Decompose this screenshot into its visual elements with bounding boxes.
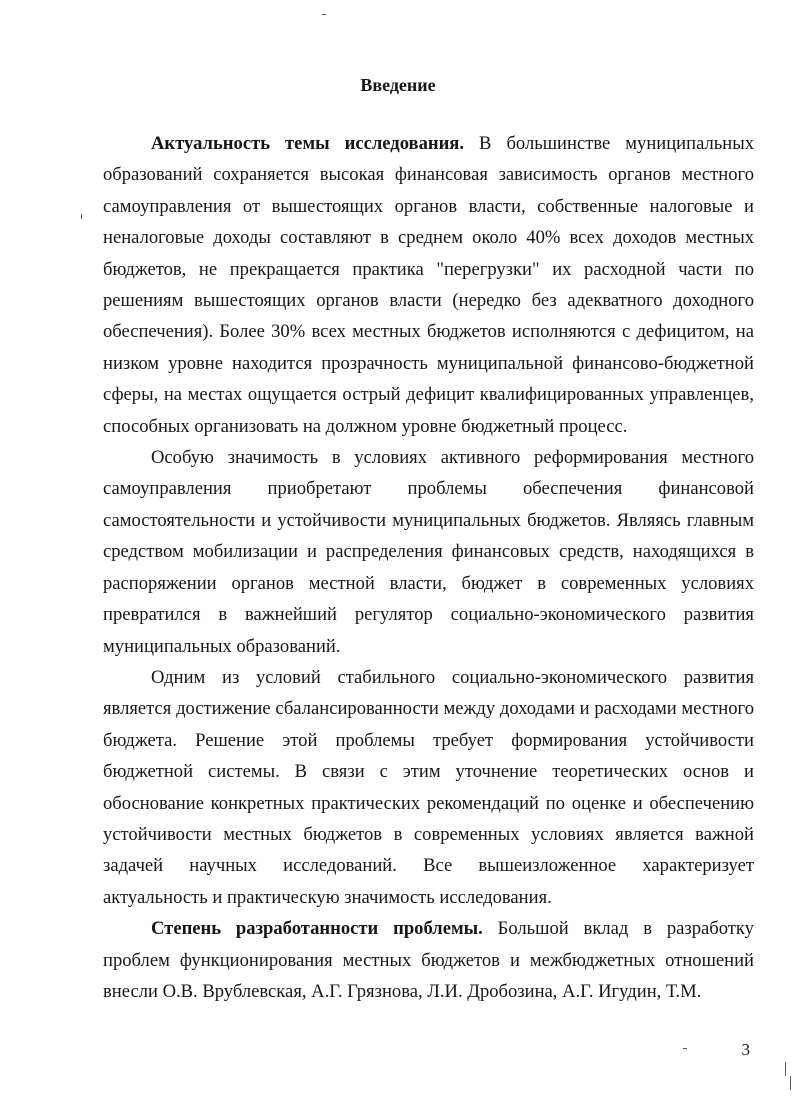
scan-speck	[683, 1048, 687, 1049]
scan-speck	[322, 14, 326, 15]
paragraph-conditions	[103, 662, 754, 913]
paragraph-text: Особую значимость в условиях активного реформирования местного самоуправления приобретают проблемы обеспечения финансовой самостоятельности и устойчивости муниципальных бюджетов. Являясь главным средством мобилизации и распределения финансовых средств, находящихся в распоряжении органов местной власти, бюджет в современных условиях превратился в важнейший регулятор социально-экономического развития муниципальных образований.	[103, 447, 754, 657]
paragraph-lead: Степень разработанности проблемы.	[151, 918, 483, 940]
page-number: 3	[741, 1040, 750, 1059]
scan-speck	[790, 1076, 791, 1090]
paragraph-text: Одним из условий стабильного социально-экономического развития является достижение сбалансированности между доходами и расходами местного бюджета. Решение этой проблемы требует формирования устойчивости бюджетной системы. В связи с этим уточнение теоретических основ и обоснование конкретных практических рекомендаций по оценке и обеспечению устойчивости местных бюджетов в современных условиях является важной задачей научных исследований. Все вышеизложенное характеризует актуальность и практическую значимость исследования.	[103, 666, 754, 908]
paragraph-significance	[103, 442, 754, 662]
paragraph-text: Большой вклад в разработку проблем функционирования местных бюджетов и межбюджетных отношений внесли О.В. Врублевская, А.Г. Грязнова, Л.И. Дробозина, А.Г. Игудин, Т.М.	[103, 918, 754, 1002]
section-heading: Введение	[360, 75, 436, 95]
paragraph-lead: Актуальность темы исследования.	[151, 133, 465, 154]
paragraph-text: В большинстве муниципальных образований сохраняется высокая финансовая зависимость органов местного самоуправления от вышестоящих органов власти, собственные налоговые и неналоговые доходы составляют в среднем около 40% всех доходов местных бюджетов, не прекращается практика "перегрузки" их расходной части по решениям вышестоящих органов власти (нередко без адекватного доходного обеспечения). Более 30% всех местных бюджетов исполняются с дефицитом, на низком уровне находится прозрачность муниципальной финансово-бюджетной сферы, на местах ощущается острый дефицит квалифицированных управленцев, способных организовать на должном уровне бюджетный процесс.	[103, 133, 754, 437]
paragraph-relevance	[103, 128, 754, 442]
scan-speck	[81, 214, 82, 219]
scan-speck	[785, 1062, 786, 1076]
body-text	[103, 128, 754, 1007]
paragraph-degree-of-development	[103, 913, 754, 1007]
